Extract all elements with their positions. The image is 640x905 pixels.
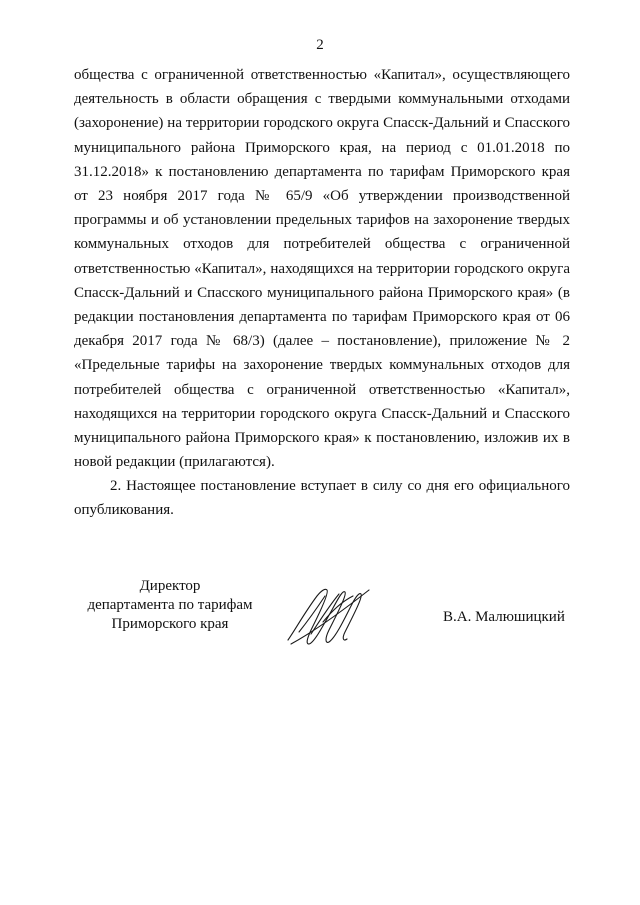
page-number: 2 (316, 37, 324, 53)
handwritten-signature (283, 582, 373, 652)
signatory-title-line-2: департамента по тарифам (87, 597, 253, 613)
signatory-name: В.А. Малюшицкий (443, 609, 565, 625)
signatory-title-line-3: Приморского края (111, 616, 229, 632)
signatory-title-line-1: Директор (139, 578, 201, 594)
body-paragraph-2: 2. Настоящее постановление вступает в силу со дня его официального опубликования. (74, 478, 570, 519)
signatory-title (75, 577, 265, 634)
body-paragraph-1: общества с ограниченной ответственностью «Капитал», осуществляющего деятельность в области обращения с твердыми коммунальными отходами (захоронение) на территории городского округа Спасск-Дальний и Спасского муниципального района Приморского края, на период с 01.01.2018 по 31.12.2018» к постановлению департамента по тарифам Приморского края от 23 ноября 2017 года № 65/9 «Об утверждении производственной программы и об установлении предельных тарифов на захоронение твердых коммунальных отходов для потребителей общества с ограниченной ответственностью «Капитал», находящихся на территории городского округа Спасск-Дальний и Спасского муниципального района Приморского края» (в редакции постановления департамента по тарифам Приморского края от 06 декабря 2017 года № 68/3) (далее – постановление), приложение № 2 «Предельные тарифы на захоронение твердых коммунальных отходов для потребителей общества с ограниченной ответственностью «Капитал», находящихся на территории городского округа Спасск-Дальний и Спасского муниципального района Приморского края» к постановлению, изложив их в новой редакции (прилагаются). (74, 67, 570, 471)
